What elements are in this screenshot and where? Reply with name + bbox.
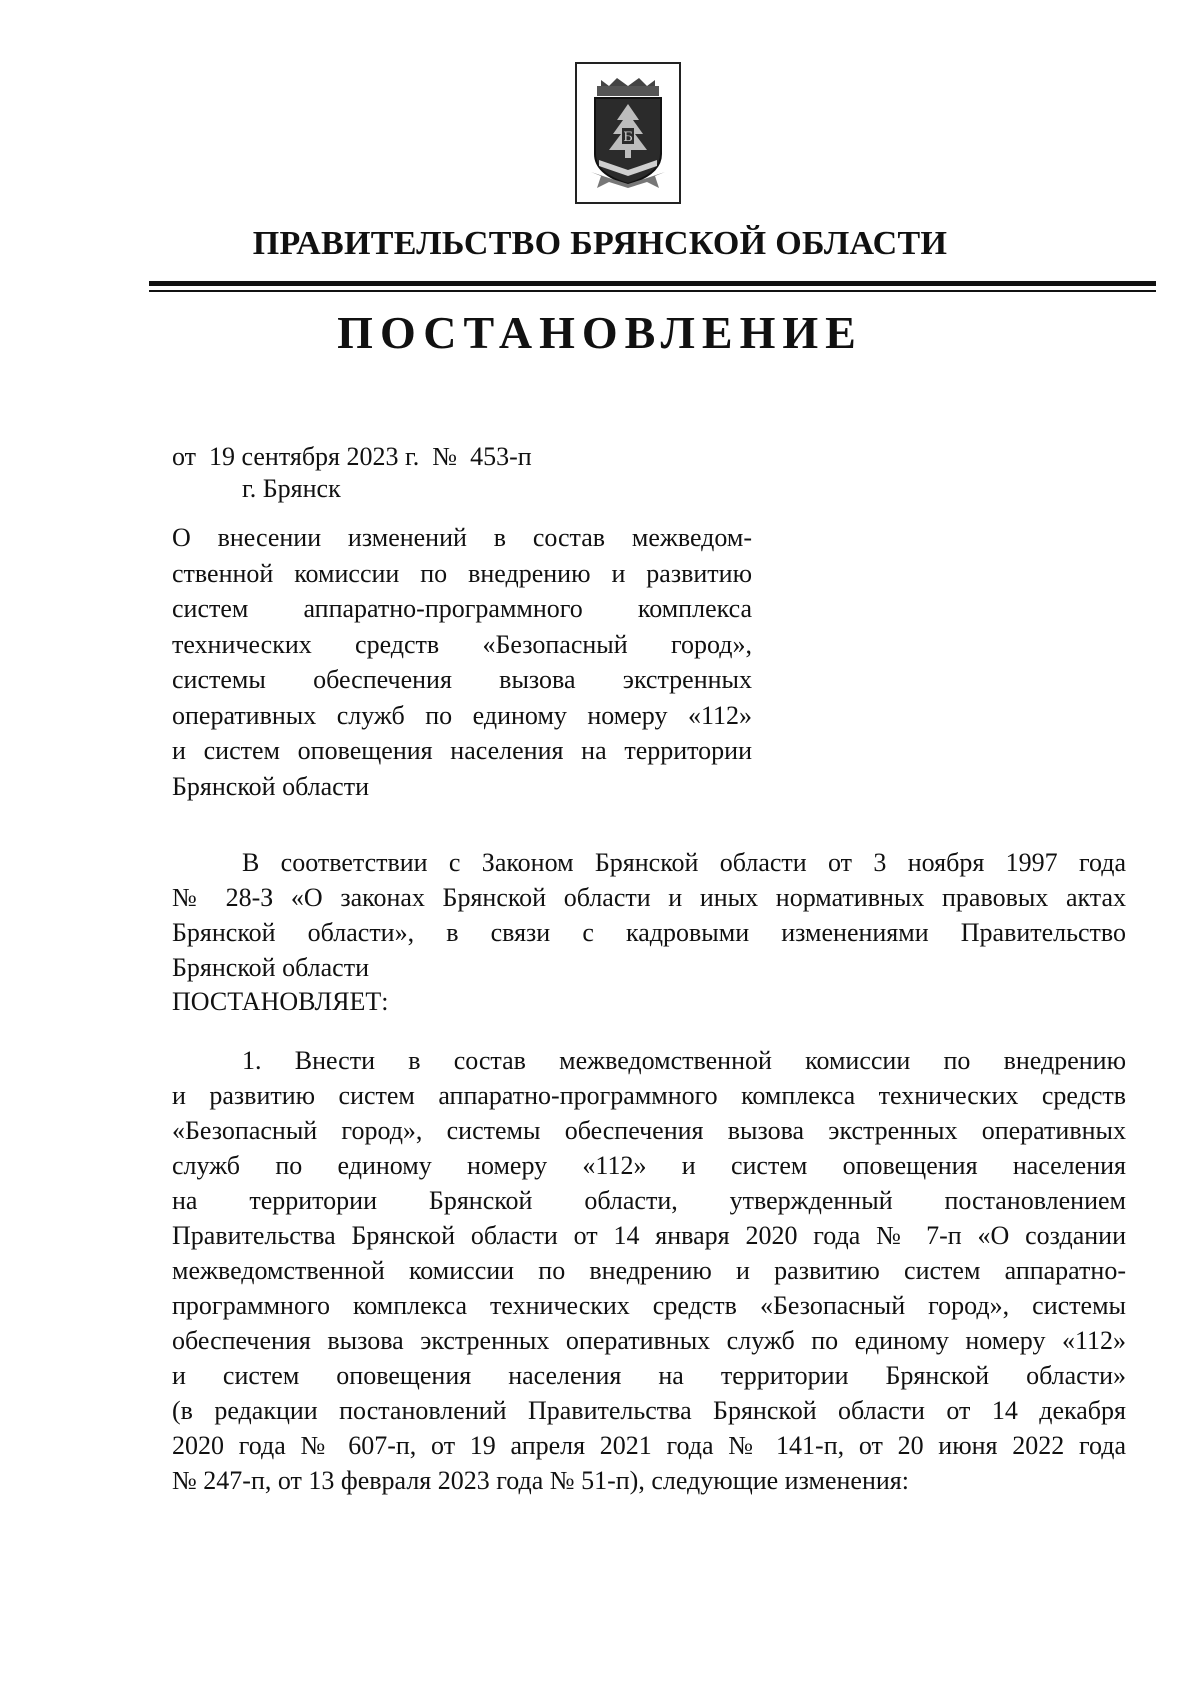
subject-line: технических средств «Безопасный город», xyxy=(172,629,752,659)
item-1-line: и развитию систем аппаратно-программного комплекса технических средств xyxy=(172,1081,1126,1110)
preamble-paragraph xyxy=(172,845,1126,985)
item-1-line: № 247-п, от 13 февраля 2023 года № 51-п), следующие изменения: xyxy=(172,1466,909,1495)
svg-text:Б: Б xyxy=(623,130,633,145)
number-prefix: № xyxy=(432,442,458,471)
document-type-title: ПОСТАНОВЛЕНИЕ xyxy=(337,307,863,358)
decree-word: ПОСТАНОВЛЯЕТ: xyxy=(172,987,389,1016)
header-rule-thin xyxy=(149,290,1156,292)
document-number: 453-п xyxy=(470,442,532,471)
item-1-line: межведомственной комиссии по внедрению и развитию систем аппаратно- xyxy=(172,1256,1126,1285)
document-date: 19 сентября 2023 г. xyxy=(209,442,420,471)
subject-line: ственной комиссии по внедрению и развитию xyxy=(172,558,752,588)
document-city: г. Брянск xyxy=(242,474,341,503)
preamble-line: Брянской области xyxy=(172,953,369,982)
organization-name: ПРАВИТЕЛЬСТВО БРЯНСКОЙ ОБЛАСТИ xyxy=(252,225,948,262)
document-date-number xyxy=(172,440,532,474)
item-1-line: «Безопасный город», системы обеспечения вызова экстренных оперативных xyxy=(172,1116,1126,1145)
preamble-line: В соответствии с Законом Брянской области от 3 ноября 1997 года xyxy=(242,848,1126,877)
item-1-line: на территории Брянской области, утвержденный постановлением xyxy=(172,1186,1126,1215)
item-1-line: 2020 года № 607-п, от 19 апреля 2021 года № 141-п, от 20 июня 2022 года xyxy=(172,1431,1126,1460)
subject-line: систем аппаратно-программного комплекса xyxy=(172,594,752,623)
subject-line: Брянской области xyxy=(172,771,369,801)
date-prefix: от xyxy=(172,442,197,471)
header-rule-thick xyxy=(149,281,1156,286)
coat-of-arms-emblem xyxy=(575,62,681,204)
preamble-line: Брянской области», в связи с кадровыми изменениями Правительство xyxy=(172,918,1126,947)
item-1-line: служб по единому номеру «112» и систем оповещения населения xyxy=(172,1151,1126,1180)
item-1-paragraph xyxy=(172,1043,1126,1498)
item-1-line: (в редакции постановлений Правительства Брянской области от 14 декабря xyxy=(172,1396,1126,1425)
subject-line: О внесении изменений в состав межведом- xyxy=(172,523,752,552)
item-1-line: Правительства Брянской области от 14 января 2020 года № 7-п «О создании xyxy=(172,1221,1126,1250)
item-1-line: обеспечения вызова экстренных оперативных служб по единому номеру «112» xyxy=(172,1326,1126,1355)
document-subject xyxy=(172,520,752,804)
item-1-line: программного комплекса технических средств «Безопасный город», системы xyxy=(172,1291,1126,1320)
subject-line: системы обеспечения вызова экстренных xyxy=(172,665,752,694)
item-1-line: 1. Внести в состав межведомственной комиссии по внедрению xyxy=(242,1046,1126,1075)
subject-line: оперативных служб по единому номеру «112» xyxy=(172,700,752,730)
item-1-line: и систем оповещения населения на территории Брянской области» xyxy=(172,1361,1126,1390)
subject-line: и систем оповещения населения на территории xyxy=(172,736,752,765)
preamble-line: № 28-З «О законах Брянской области и иных нормативных правовых актах xyxy=(172,883,1126,912)
shield-icon xyxy=(591,76,665,192)
